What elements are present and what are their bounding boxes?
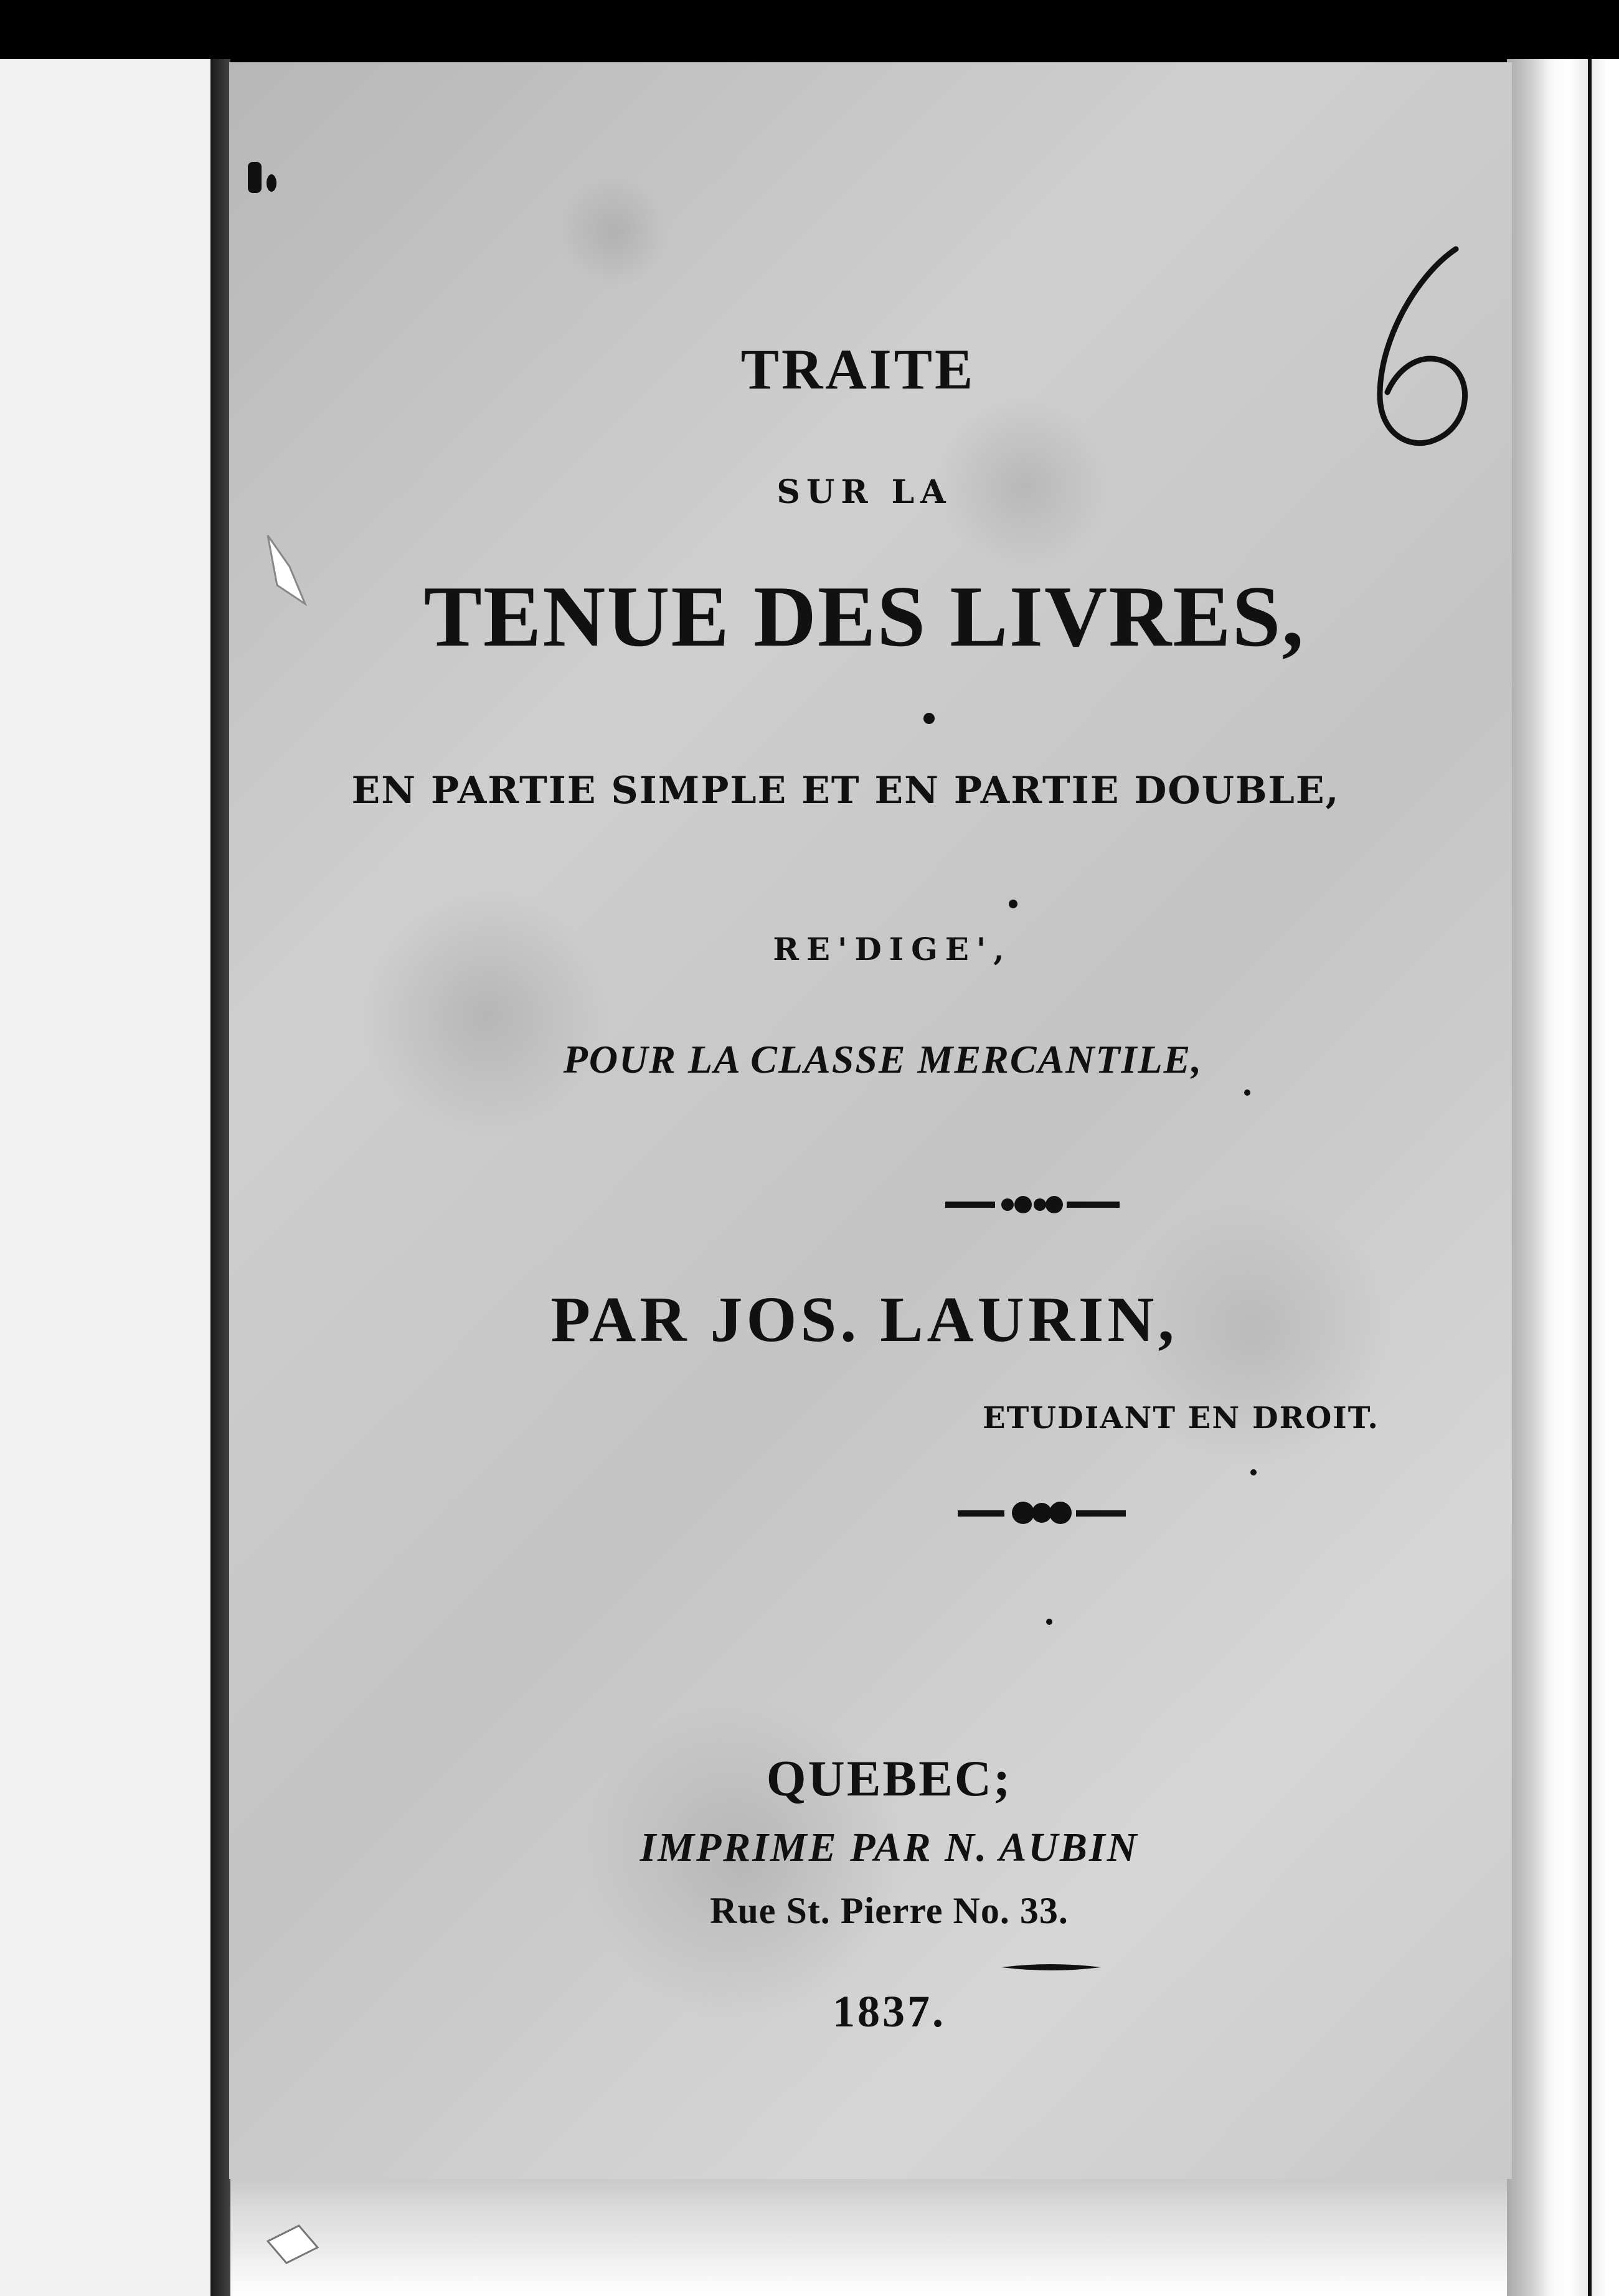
ink-speck [1009,900,1017,908]
subtitle-partie: EN PARTIE SIMPLE ET EN PARTIE DOUBLE, [351,769,1340,812]
ink-speck [1046,1619,1052,1625]
publication-year: 1837. [833,1987,946,2036]
scan-left-margin [0,59,210,2296]
publication-city: QUEBEC; [766,1750,1012,1807]
ink-speck [248,162,262,193]
ink-speck [1250,1469,1257,1475]
printer-address: Rue St. Pierre No. 33. [710,1890,1069,1931]
main-title: TENUE DES LIVRES, [423,568,1305,665]
scan-fragment-bottom-left [262,2223,324,2266]
scan-left-edge-shadow [210,59,230,2296]
scan-top-border [0,0,1619,59]
scan-fragment-left [255,529,311,610]
scan-right-edge-line [1588,59,1592,2296]
title-connector: SUR LA [776,473,952,511]
book-title: TRAITE [740,337,976,401]
audience-line: POUR LA CLASSE MERCANTILE, [563,1037,1203,1081]
author-line: PAR JOS. LAURIN, [550,1284,1178,1355]
printer-line: IMPRIME PAR N. AUBIN [640,1825,1139,1870]
redige-line: RE'DIGE', [773,931,1012,967]
ornament-divider-top [945,1183,1120,1226]
year-rule [1001,1961,1101,1974]
title-page [229,62,1512,2179]
author-role: ETUDIANT EN DROIT. [983,1401,1379,1436]
ink-speck [267,174,276,192]
ornament-divider-middle [958,1494,1126,1531]
ink-speck [923,713,935,724]
ink-speck [1244,1089,1250,1096]
scan-right-margin [1507,59,1619,2296]
